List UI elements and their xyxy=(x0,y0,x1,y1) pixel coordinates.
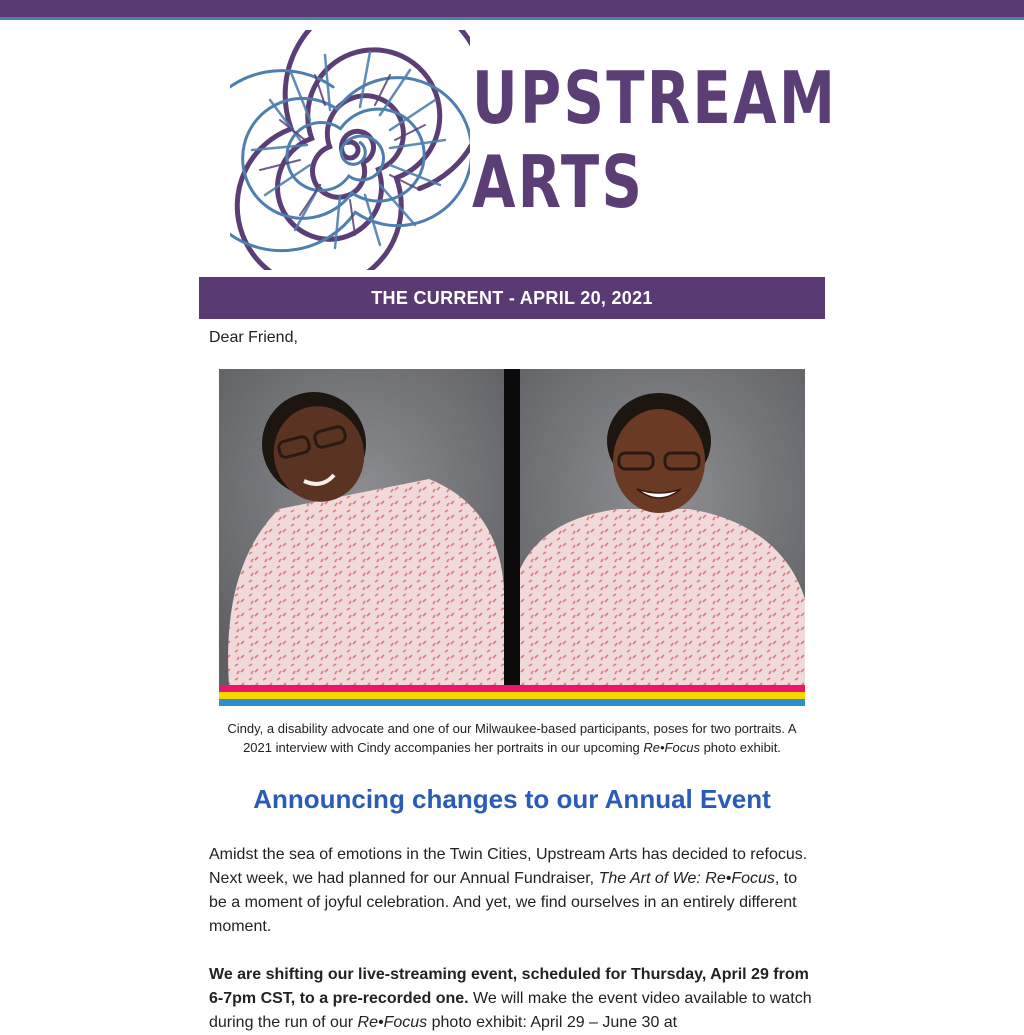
p2-text-b: photo exhibit: April 29 – June 30 at xyxy=(427,1014,678,1031)
logo-word-arts: ARTS xyxy=(472,140,645,224)
p2-bold-text: We are shifting our live-streaming event, scheduled for Thursday, April 29 from 6-7pm CST, to a pre-recorded one. xyxy=(209,966,809,1007)
logo-word-upstream: UPSTREAM xyxy=(472,56,838,140)
logo-wordmark xyxy=(472,56,838,224)
article-paragraph-2 xyxy=(209,963,814,1035)
photo-stripe-blue xyxy=(219,699,805,706)
newsletter-title-banner: THE CURRENT - APRIL 20, 2021 xyxy=(199,277,825,319)
exhibit-title-italic: Re•Focus xyxy=(357,1014,428,1031)
portrait-photo xyxy=(219,369,805,706)
spiral-logo-icon xyxy=(230,30,470,270)
caption-text-a: Cindy, a disability advocate and one of our Milwaukee-based participants, poses for two portraits. A 2021 interview with Cindy accompanies her portraits in our upcoming xyxy=(227,721,797,755)
greeting-text: Dear Friend, xyxy=(209,329,298,346)
caption-italic: Re•Focus xyxy=(643,740,700,755)
top-color-bar xyxy=(0,0,1024,17)
top-accent-line xyxy=(0,17,1024,20)
photo-stripe-yellow xyxy=(219,692,805,699)
cindy-portraits-image xyxy=(219,369,805,706)
event-title-italic: The Art of We: Re•Focus xyxy=(598,870,775,887)
article-headline: Announcing changes to our Annual Event xyxy=(253,784,771,814)
p1-text-a: Amidst the sea of emotions in the Twin Cities, Upstream Arts has decided to refocus. Next week, we had planned for our Annual Fundraiser, xyxy=(209,846,808,887)
caption-text-b: photo exhibit. xyxy=(699,740,781,755)
photo-caption xyxy=(219,719,805,757)
article-paragraph-1 xyxy=(209,843,814,939)
p2-text-a: We will make the event video available to watch during the run of our xyxy=(209,990,812,1031)
photo-stripe-magenta xyxy=(219,685,805,692)
p1-text-b: , to be a moment of joyful celebration. And yet, we find ourselves in an entirely different moment. xyxy=(209,870,798,935)
